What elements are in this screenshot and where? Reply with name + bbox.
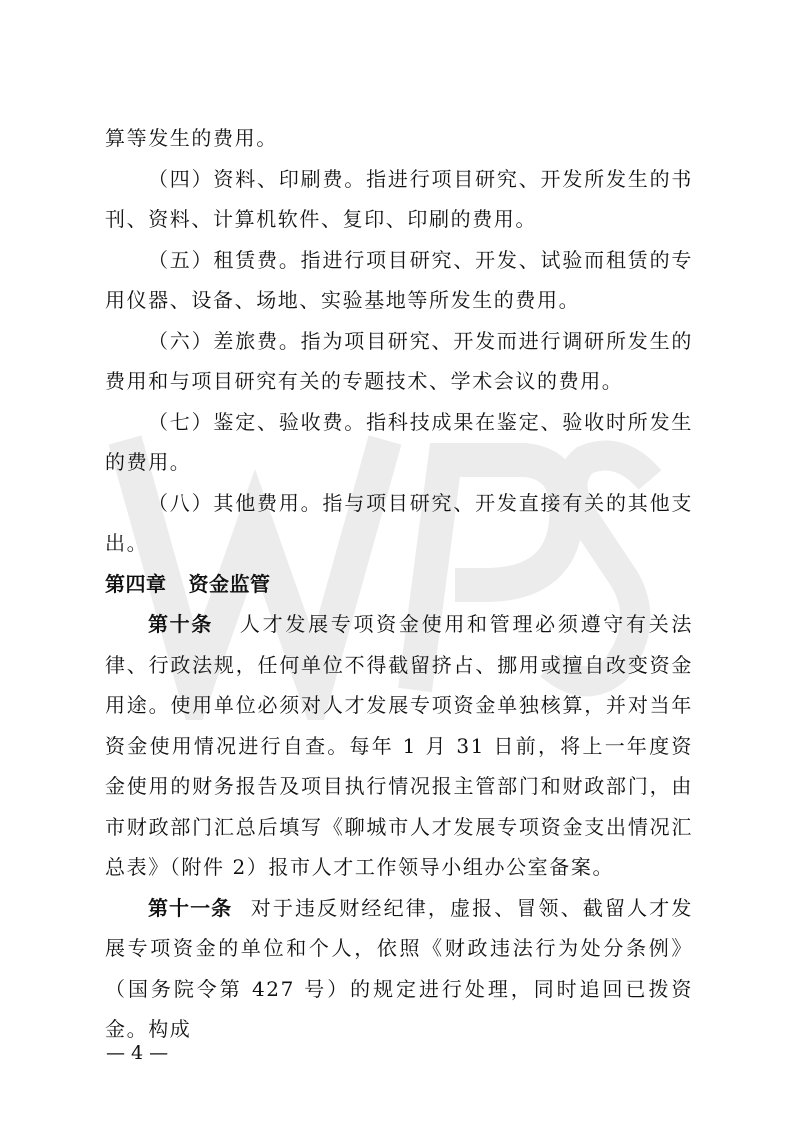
document-body [105, 118, 693, 1050]
article-10 [105, 604, 693, 888]
paragraph-item-7: （七）鉴定、验收费。指科技成果在鉴定、验收时所发生的费用。 [105, 409, 693, 474]
page-number: — 4 — [106, 1042, 169, 1064]
paragraph-item-4: （四）资料、印刷费。指进行项目研究、开发所发生的书刊、资料、计算机软件、复印、印刷的费用。 [105, 166, 693, 231]
chapter-title: 资金监管 [188, 571, 271, 596]
article-11 [105, 888, 693, 1050]
article-label: 第十条 [148, 612, 213, 636]
paragraph-item-8: （八）其他费用。指与项目研究、开发直接有关的其他支出。 [105, 490, 693, 555]
article-label: 第十一条 [148, 895, 233, 920]
chapter-number: 第四章 [105, 571, 167, 596]
paragraph-item-5: （五）租赁费。指进行项目研究、开发、试验而租赁的专用仪器、设备、场地、实验基地等所发生的费用。 [105, 247, 693, 312]
article-body: 对于违反财经纪律，虚报、冒领、截留人才发展专项资金的单位和个人，依照《财政违法行为处分条例》（国务院令第 427 号）的规定进行处理，同时追回已拨资金。构成 [105, 895, 694, 1041]
paragraph-item-6: （六）差旅费。指为项目研究、开发而进行调研所发生的费用和与项目研究有关的专题技术、学术会议的费用。 [105, 328, 693, 393]
chapter-heading [105, 564, 693, 605]
paragraph-continuation: 算等发生的费用。 [105, 126, 278, 150]
article-body: 人才发展专项资金使用和管理必须遵守有关法律、行政法规，任何单位不得截留挤占、挪用或擅自改变资金用途。使用单位必须对人才发展专项资金单独核算，并对当年资金使用情况进行自查。每年 1 月 31 日前，将上一年度资金使用的财务报告及项目执行情况报主管部门和财政部门，由市财政部门汇总后填写《聊城市人才发展专项资金支出情况汇总表》（附件 2）报市人才工作领导小组办公室备案。 [105, 612, 694, 879]
